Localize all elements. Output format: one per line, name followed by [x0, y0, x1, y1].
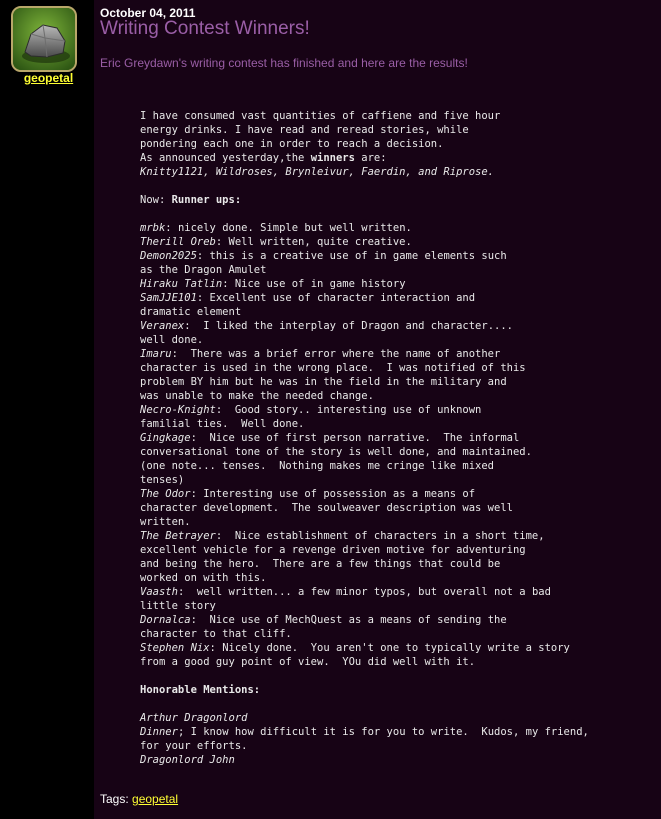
honorable-heading: Honorable Mentions:: [140, 684, 261, 696]
runner-up-entry: [140, 292, 475, 318]
runner-up-comment: : this is a creative use of in game elements such as the Dragon Amulet: [140, 250, 507, 276]
tags-row: [100, 792, 178, 806]
runner-up-entry: [140, 530, 545, 584]
runner-up-entry: [140, 404, 481, 430]
author-avatar[interactable]: [11, 6, 77, 72]
runner-up-entry: [140, 222, 412, 234]
runner-up-entry: [140, 278, 406, 290]
post-summary: Eric Greydawn's writing contest has finished and here are the results!: [100, 56, 468, 70]
runner-up-comment: : Interesting use of possession as a means of character development. The soulweaver description was well written.: [140, 488, 513, 528]
honorable-entry: Arthur Dragonlord: [140, 712, 248, 724]
honorable-entry-name: Dinner: [140, 726, 178, 738]
post-title: Writing Contest Winners!: [100, 18, 310, 39]
intro-line: I have consumed vast quantities of caffiene and five hour: [140, 110, 501, 122]
post-date: October 04, 2011: [100, 6, 196, 20]
runner-up-name: The Odor: [140, 488, 191, 500]
announce-suffix: are:: [354, 152, 387, 164]
intro-line: pondering each one in order to reach a decision.: [140, 138, 444, 150]
runner-up-entry: [140, 236, 412, 248]
runner-up-name: mrbk: [140, 222, 166, 234]
runner-ups-heading: Runner ups:: [171, 194, 242, 206]
author-link[interactable]: geopetal: [23, 71, 74, 85]
runner-up-comment: : Nice use of MechQuest as a means of sending the character to that cliff.: [140, 614, 507, 640]
runner-up-comment: : nicely done. Simple but well written.: [165, 222, 412, 234]
runner-up-entry: [140, 614, 507, 640]
runner-up-entry: [140, 250, 507, 276]
runner-up-name: Imaru: [140, 348, 172, 360]
runner-up-name: Hiraku Tatlin: [140, 278, 223, 290]
runner-up-comment: : Excellent use of character interaction and dramatic element: [140, 292, 476, 318]
runner-up-name: Necro-Knight: [140, 404, 216, 416]
runner-up-comment: : There was a brief error where the name of another character is used in the wrong place. I was notified of this problem BY him but he was in the field in the military and was unable to make the needed change.: [140, 348, 526, 402]
runner-up-entry: [140, 320, 513, 346]
intro-line: energy drinks. I have read and reread stories, while: [140, 124, 469, 136]
runner-up-entry: [140, 432, 532, 486]
honorable-entry: Dragonlord John: [140, 754, 235, 766]
runner-up-comment: : I liked the interplay of Dragon and character.... well done.: [140, 320, 513, 346]
winners-list: Knitty1121, Wildroses, Brynleivur, Faerdin, and Riprose.: [140, 166, 495, 178]
post: [100, 0, 661, 819]
runner-up-entry: [140, 348, 526, 402]
runner-up-comment: : Nice establishment of characters in a short time, excellent vehicle for a revenge driven motive for adventuring and being the hero. There are a few things that could be worked on with this.: [140, 530, 545, 584]
runner-up-entry: [140, 642, 570, 668]
author-sidebar: [0, 0, 94, 819]
runner-up-comment: : well written... a few minor typos, but overall not a bad little story: [140, 586, 551, 612]
runner-ups-prefix: Now:: [140, 194, 172, 206]
runner-up-name: Stephen Nix: [140, 642, 210, 654]
runner-up-name: Dornalca: [140, 614, 191, 626]
runner-up-comment: : Nicely done. You aren't one to typically write a story from a good guy point of view. YOu did well with it.: [140, 642, 570, 668]
runner-up-name: Gingkage: [140, 432, 191, 444]
runner-ups-list: [140, 222, 570, 668]
announce-bold: winners: [310, 152, 355, 164]
runner-up-comment: : Well written, quite creative.: [215, 236, 412, 248]
runner-up-entry: [140, 488, 513, 528]
runner-up-comment: : Nice use of first person narrative. The informal conversational tone of the story is well done, and maintained. (one note... tenses. Nothing makes me cringe like mixed tenses): [140, 432, 532, 486]
post-body: [140, 109, 589, 767]
honorable-entry-text: ; I know how difficult it is for you to write. Kudos, my friend, for your efforts.: [140, 726, 589, 752]
runner-up-name: Demon2025: [140, 250, 197, 262]
tag-link[interactable]: geopetal: [132, 792, 179, 806]
rock-on-grass-icon: [13, 8, 75, 70]
runner-up-comment: : Nice use of in game history: [222, 278, 406, 290]
tags-label: Tags:: [100, 792, 133, 806]
runner-up-name: Veranex: [140, 320, 185, 332]
runner-up-name: Vaasth: [140, 586, 178, 598]
runner-up-entry: [140, 586, 551, 612]
runner-up-name: The Betrayer: [140, 530, 216, 542]
runner-up-name: Therill Oreb: [140, 236, 216, 248]
announce-prefix: As announced yesterday,the: [140, 152, 311, 164]
runner-up-comment: : Good story.. interesting use of unknown familial ties. Well done.: [140, 404, 482, 430]
runner-up-name: SamJJE101: [140, 292, 197, 304]
